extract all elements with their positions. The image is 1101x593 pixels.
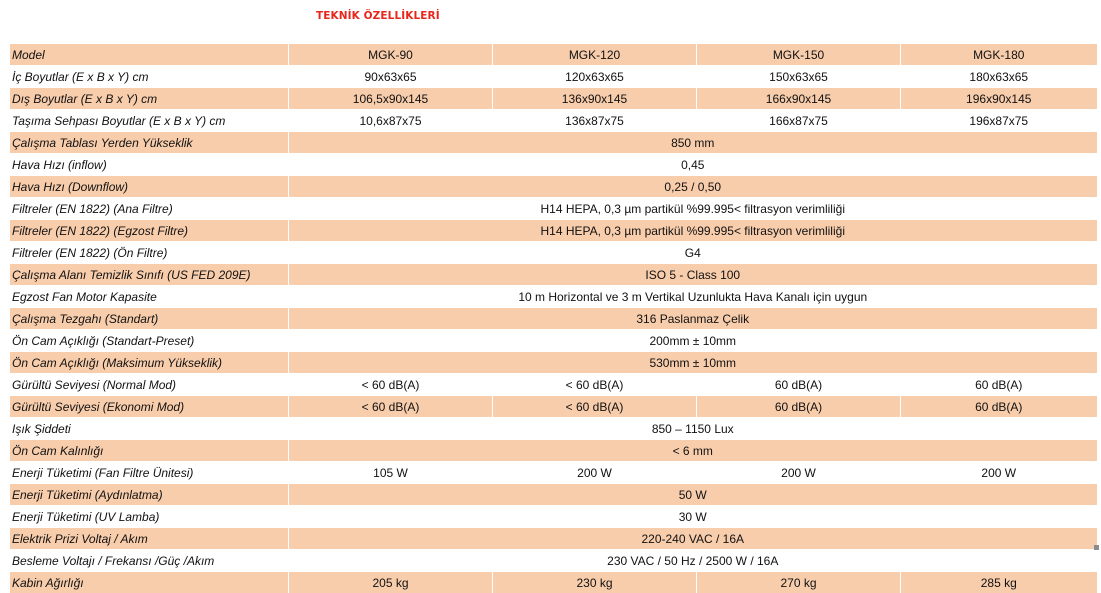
spec-label: Dış Boyutlar (E x B x Y) cm xyxy=(10,88,289,110)
spec-value: 205 kg xyxy=(289,572,493,593)
spec-row xyxy=(10,374,1097,396)
spec-row xyxy=(10,352,1097,374)
spec-label: Hava Hızı (inflow) xyxy=(10,154,289,176)
spec-row xyxy=(10,66,1097,88)
spec-label: Ön Cam Açıklığı (Maksimum Yükseklik) xyxy=(10,352,289,374)
spec-table-body xyxy=(10,44,1097,593)
spec-value-merged: 50 W xyxy=(289,484,1097,506)
spec-label: Gürültü Seviyesi (Ekonomi Mod) xyxy=(10,396,289,418)
spec-value: 230 kg xyxy=(493,572,697,593)
spec-value: 60 dB(A) xyxy=(697,374,901,396)
spec-value: 136x87x75 xyxy=(493,110,697,132)
spec-row xyxy=(10,440,1097,462)
spec-label: Kabin Ağırlığı xyxy=(10,572,289,593)
spec-row xyxy=(10,308,1097,330)
spec-value: 200 W xyxy=(901,462,1097,484)
spec-value: 196x90x145 xyxy=(901,88,1097,110)
spec-row xyxy=(10,462,1097,484)
spec-value-merged: 850 – 1150 Lux xyxy=(289,418,1097,440)
spec-value-merged: 230 VAC / 50 Hz / 2500 W / 16A xyxy=(289,550,1097,572)
spec-value-merged: G4 xyxy=(289,242,1097,264)
spec-value-merged: H14 HEPA, 0,3 µm partikül %99.995< filtrasyon verimliliği xyxy=(289,198,1097,220)
spec-row xyxy=(10,132,1097,154)
spec-row xyxy=(10,242,1097,264)
spec-value: 200 W xyxy=(493,462,697,484)
spec-value: 106,5x90x145 xyxy=(289,88,493,110)
spec-row xyxy=(10,220,1097,242)
spec-row xyxy=(10,330,1097,352)
spec-label: Ön Cam Kalınlığı xyxy=(10,440,289,462)
spec-label: Filtreler (EN 1822) (Ön Filtre) xyxy=(10,242,289,264)
spec-value-merged: 10 m Horizontal ve 3 m Vertikal Uzunlukta Hava Kanalı için uygun xyxy=(289,286,1097,308)
spec-label: Model xyxy=(10,44,289,66)
spec-value: 166x90x145 xyxy=(697,88,901,110)
spec-value: 10,6x87x75 xyxy=(289,110,493,132)
spec-value: 136x90x145 xyxy=(493,88,697,110)
spec-label: Filtreler (EN 1822) (Ana Filtre) xyxy=(10,198,289,220)
spec-value: < 60 dB(A) xyxy=(289,396,493,418)
spec-value: 60 dB(A) xyxy=(901,396,1097,418)
spec-value-merged: 850 mm xyxy=(289,132,1097,154)
spec-label: Taşıma Sehpası Boyutlar (E x B x Y) cm xyxy=(10,110,289,132)
spec-value: MGK-120 xyxy=(493,44,697,66)
spec-value: < 60 dB(A) xyxy=(493,396,697,418)
spec-row xyxy=(10,572,1097,593)
scrollbar-corner[interactable] xyxy=(1094,545,1099,550)
spec-row xyxy=(10,176,1097,198)
spec-row xyxy=(10,154,1097,176)
spec-label: Çalışma Alanı Temizlik Sınıfı (US FED 209E) xyxy=(10,264,289,286)
spec-row xyxy=(10,528,1097,550)
spec-value: 105 W xyxy=(289,462,493,484)
spec-value: MGK-180 xyxy=(901,44,1097,66)
spec-value-merged: 220-240 VAC / 16A xyxy=(289,528,1097,550)
spec-value-merged: 0,25 / 0,50 xyxy=(289,176,1097,198)
spec-row xyxy=(10,418,1097,440)
spec-label: Egzost Fan Motor Kapasite xyxy=(10,286,289,308)
spec-value: 60 dB(A) xyxy=(901,374,1097,396)
spec-label: İç Boyutlar (E x B x Y) cm xyxy=(10,66,289,88)
spec-label: Enerji Tüketimi (Fan Filtre Ünitesi) xyxy=(10,462,289,484)
spec-row xyxy=(10,198,1097,220)
spec-label: Enerji Tüketimi (Aydınlatma) xyxy=(10,484,289,506)
spec-row xyxy=(10,110,1097,132)
spec-value: 200 W xyxy=(697,462,901,484)
spec-label: Işık Şiddeti xyxy=(10,418,289,440)
spec-row xyxy=(10,396,1097,418)
spec-value: 270 kg xyxy=(697,572,901,593)
spec-value-merged: ISO 5 - Class 100 xyxy=(289,264,1097,286)
spec-label: Çalışma Tablası Yerden Yükseklik xyxy=(10,132,289,154)
spec-value: 166x87x75 xyxy=(697,110,901,132)
spec-label: Ön Cam Açıklığı (Standart-Preset) xyxy=(10,330,289,352)
spec-row xyxy=(10,550,1097,572)
spec-row xyxy=(10,44,1097,66)
spec-label: Gürültü Seviyesi (Normal Mod) xyxy=(10,374,289,396)
spec-label: Enerji Tüketimi (UV Lamba) xyxy=(10,506,289,528)
spec-value-merged: < 6 mm xyxy=(289,440,1097,462)
spec-value: 180x63x65 xyxy=(901,66,1097,88)
spec-table xyxy=(9,43,1097,593)
spec-value-merged: H14 HEPA, 0,3 µm partikül %99.995< filtrasyon verimliliği xyxy=(289,220,1097,242)
spec-value-merged: 530mm ± 10mm xyxy=(289,352,1097,374)
spec-value: 120x63x65 xyxy=(493,66,697,88)
spec-label: Elektrik Prizi Voltaj / Akım xyxy=(10,528,289,550)
spec-value-merged: 200mm ± 10mm xyxy=(289,330,1097,352)
spec-value: MGK-150 xyxy=(697,44,901,66)
spec-value: 60 dB(A) xyxy=(697,396,901,418)
spec-value-merged: 0,45 xyxy=(289,154,1097,176)
spec-label: Hava Hızı (Downflow) xyxy=(10,176,289,198)
spec-row xyxy=(10,506,1097,528)
spec-value: 285 kg xyxy=(901,572,1097,593)
spec-row xyxy=(10,264,1097,286)
spec-value-merged: 30 W xyxy=(289,506,1097,528)
page-title: TEKNİK ÖZELLİKLERİ xyxy=(316,10,440,22)
spec-label: Filtreler (EN 1822) (Egzost Filtre) xyxy=(10,220,289,242)
spec-label: Besleme Voltajı / Frekansı /Güç /Akım xyxy=(10,550,289,572)
spec-value: < 60 dB(A) xyxy=(493,374,697,396)
spec-value: 150x63x65 xyxy=(697,66,901,88)
spec-value: < 60 dB(A) xyxy=(289,374,493,396)
spec-label: Çalışma Tezgahı (Standart) xyxy=(10,308,289,330)
spec-row xyxy=(10,88,1097,110)
spec-row xyxy=(10,286,1097,308)
spec-value: 90x63x65 xyxy=(289,66,493,88)
spec-value: 196x87x75 xyxy=(901,110,1097,132)
spec-value: MGK-90 xyxy=(289,44,493,66)
spec-value-merged: 316 Paslanmaz Çelik xyxy=(289,308,1097,330)
spec-row xyxy=(10,484,1097,506)
